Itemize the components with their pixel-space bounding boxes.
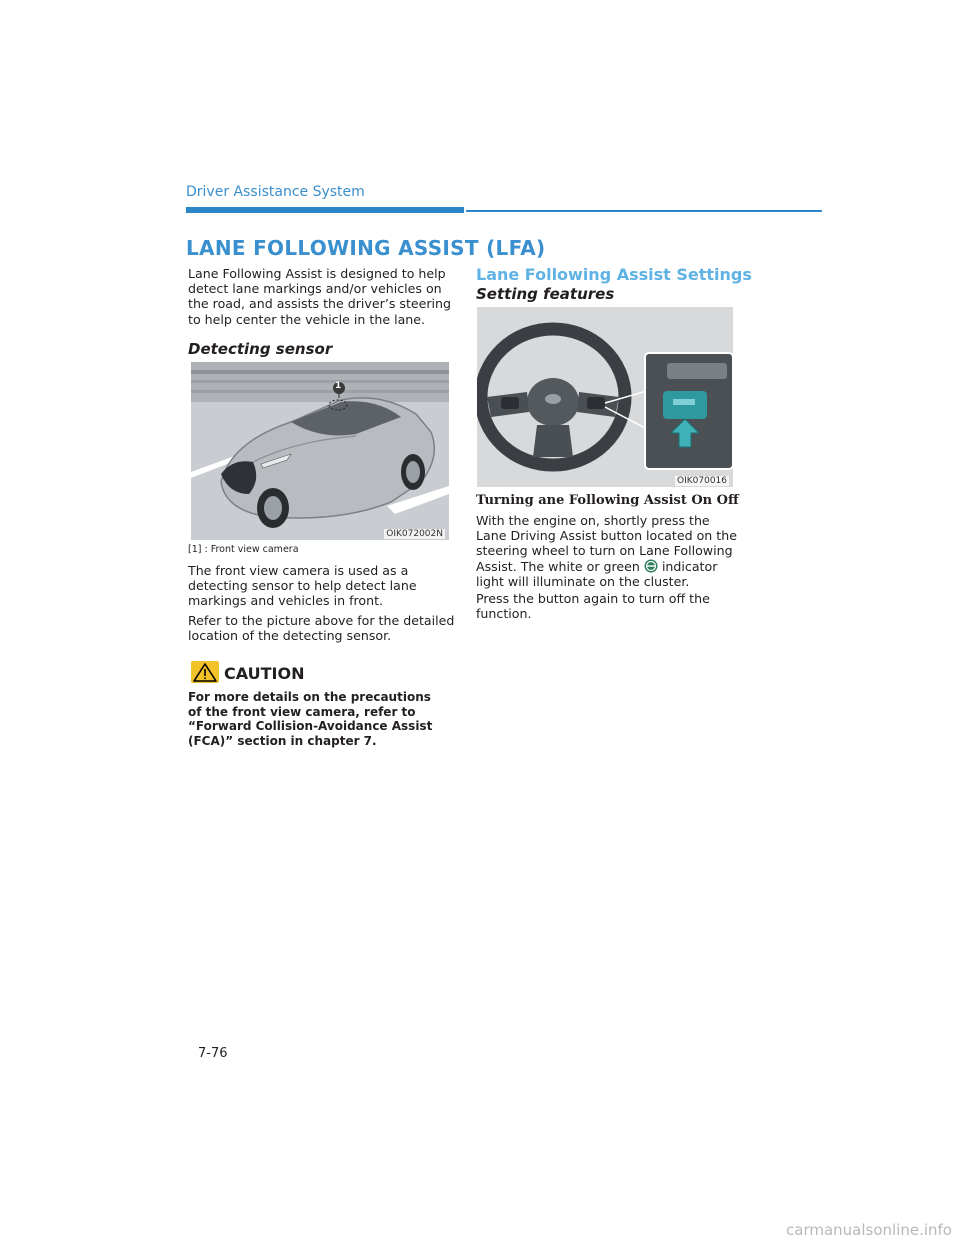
sensor-paragraph: The front view camera is used as a detecting sensor to help detect lane markings and vehicles in front. <box>188 563 417 609</box>
turn-on-text: With the engine on, shortly press the Lane Driving Assist button located on the steering wheel to turn on Lane Following Assist. The white or green <box>476 513 737 574</box>
section-title: Driver Assistance System <box>186 184 365 200</box>
turning-heading: Turning ane Following Assist On Off <box>476 493 739 508</box>
figure-steering-wheel <box>477 307 733 487</box>
page-number: 7-76 <box>198 1046 228 1061</box>
caution-label: CAUTION <box>224 664 305 683</box>
turn-off-paragraph: Press the button again to turn off the function. <box>476 591 710 622</box>
turn-on-paragraph <box>476 513 738 589</box>
setting-features-heading: Setting features <box>476 285 615 303</box>
caution-text: For more details on the precautions of the front view camera, refer to “Forward Collision-Avoidance Assist (FCA)” section in chapter 7. <box>188 690 433 748</box>
figure-code: OIK072002N <box>386 529 443 539</box>
steering-wheel-illustration <box>477 307 733 487</box>
figure-code: OIK070016 <box>677 476 727 486</box>
settings-heading: Lane Following Assist Settings <box>476 265 752 284</box>
callout-number: 1 <box>335 381 342 391</box>
page-title: LANE FOLLOWING ASSIST (LFA) <box>186 236 546 260</box>
car-illustration <box>191 362 449 540</box>
watermark: carmanualsonline.info <box>786 1221 952 1239</box>
refer-paragraph: Refer to the picture above for the detailed location of the detecting sensor. <box>188 613 455 644</box>
figure-caption: [1] : Front view camera <box>188 544 299 555</box>
header-rule-thick <box>186 207 464 213</box>
detecting-sensor-heading: Detecting sensor <box>188 340 333 358</box>
figure-car-camera <box>191 362 449 540</box>
header-rule-thin <box>466 210 822 212</box>
intro-paragraph: Lane Following Assist is designed to help detect lane markings and/or vehicles on the road, and assists the driver’s steering to help center the vehicle in the lane. <box>188 266 452 327</box>
turn-on-text-end: indicator light will illuminate on the cluster. <box>476 558 718 589</box>
lfa-indicator-icon <box>644 559 658 573</box>
warning-icon <box>191 661 219 687</box>
